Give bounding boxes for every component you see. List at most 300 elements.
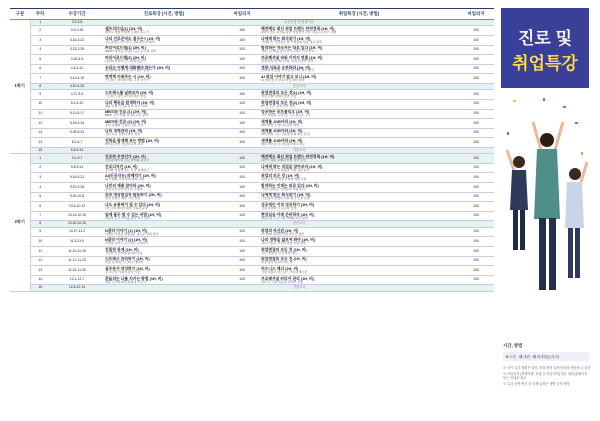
period-cell: 5.4-5.10	[50, 99, 104, 109]
job-mileage-cell: 100	[458, 247, 494, 257]
table-row	[10, 138, 494, 148]
career-lecture-cell	[104, 45, 224, 55]
job-lecture-cell	[260, 237, 458, 247]
career-lecture-title: N잡러 이야기 (1) (1H, 비)	[105, 228, 148, 233]
career-lecture-title: 친밀한 관계 (1H, 비)	[105, 247, 139, 252]
job-lecture-cell	[260, 74, 458, 84]
career-mileage-cell: 100	[224, 128, 260, 138]
table-row	[10, 202, 494, 212]
job-lecture-desc: 기업이 원하는 인재상과 역량 분석	[261, 186, 305, 191]
career-mileage-cell: 100	[224, 45, 260, 55]
period-cell: 9.29-10.5	[50, 192, 104, 202]
schedule-note-cell: 기말고사	[104, 147, 494, 153]
week-cell: 9	[30, 90, 50, 100]
career-lecture-desc: 마음 건강과 회복 탄력성 키우기	[105, 279, 147, 284]
job-lecture-desc: 면접 복장 및 메이크업, 첫인상 관리 전략	[261, 58, 314, 63]
week-cell: 1	[30, 20, 50, 26]
schedule-note-cell: 중간고사	[104, 221, 494, 227]
period-cell: 4.27-5.3	[50, 90, 104, 100]
table-header-row	[10, 9, 494, 20]
job-lecture-cell	[260, 227, 458, 237]
job-lecture-cell	[260, 45, 458, 55]
table-row	[10, 35, 494, 45]
table-row	[10, 45, 494, 55]
job-mileage-cell: 100	[458, 237, 494, 247]
career-lecture-desc: 보고서 및 기획서 작성 기초	[105, 269, 141, 274]
career-mileage-cell: 100	[224, 237, 260, 247]
job-lecture-cell	[260, 211, 458, 221]
job-lecture-title: AI 취업 이야기 알고 보니 (1H, 비)	[261, 75, 317, 80]
career-lecture-cell	[104, 227, 224, 237]
week-cell: 12	[30, 119, 50, 129]
career-lecture-cell	[104, 119, 224, 129]
job-lecture-cell	[260, 35, 458, 45]
job-mileage-cell: 100	[458, 35, 494, 45]
career-lecture-cell	[104, 90, 224, 100]
period-cell: 5.11-5.17	[50, 109, 104, 119]
career-mileage-cell: 100	[224, 26, 260, 36]
table-row	[10, 183, 494, 193]
career-lecture-desc: 대인관계 의사소통 능력 향상 방법	[105, 68, 149, 73]
job-lecture-desc: 직무 역량을 보여주는 포트폴리오 구성	[261, 113, 311, 118]
job-lecture-title: 합격하는 인재는 따로 있다 (1H, 비)	[261, 183, 319, 188]
job-lecture-title: 합격하는 자소서는 따로 있다 (1H, 비)	[261, 46, 323, 51]
job-mileage-cell: 100	[458, 99, 494, 109]
week-cell: 5	[30, 192, 50, 202]
career-lecture-desc: MBTI 성격 유형 검사와 진로 탐색	[105, 113, 149, 118]
job-lecture-desc: 해외 인턴십 및 워킹홀리데이 정보	[261, 142, 305, 147]
job-lecture-title: 세계를 JOB아라 (1H, 비)	[261, 119, 303, 124]
job-lecture-title: 세계를 JOB아라 (2H, 비)	[261, 139, 303, 144]
period-cell: 9.22-9.28	[50, 183, 104, 193]
career-lecture-cell	[104, 256, 224, 266]
career-mileage-cell: 100	[224, 202, 260, 212]
banner-title-line2: 취업특강	[512, 54, 578, 73]
banner-title-line1: 진로 및	[518, 29, 572, 48]
period-cell: 6.8-6.14	[50, 147, 104, 153]
job-lecture-title: 취업면접의 모든 것 (1H, 비)	[261, 257, 307, 262]
career-mileage-cell: 100	[224, 227, 260, 237]
job-lecture-desc: 직업 탐색 도구 활용과 직업 정보 분석	[261, 167, 310, 172]
career-mileage-cell: 100	[224, 247, 260, 257]
career-lecture-title: 나의 경력관리 (1H, 비)	[105, 129, 143, 134]
career-mileage-cell: 100	[224, 183, 260, 193]
job-mileage-cell: 100	[458, 256, 494, 266]
table-row	[10, 192, 494, 202]
job-lecture-desc: 경험 구조화를 통한 자기소개서 작성 전략	[261, 49, 315, 54]
job-mileage-cell: 100	[458, 211, 494, 221]
job-mileage-cell: 100	[458, 64, 494, 74]
career-lecture-title: 스트레스 관리하기 (1H, 비)	[105, 257, 150, 262]
job-mileage-cell: 100	[458, 275, 494, 285]
job-lecture-desc: 면접 실전 연습과 피드백	[261, 260, 293, 265]
table-row	[10, 128, 494, 138]
table-row	[10, 237, 494, 247]
period-cell: 5.18-5.24	[50, 119, 104, 129]
student-center-icon	[533, 122, 563, 290]
job-lecture-desc: AI 역량 검사 및 AI 면접 대비 전략	[261, 78, 305, 83]
table-row	[10, 55, 494, 65]
career-lecture-cell	[104, 109, 224, 119]
period-cell: 11.17-11.23	[50, 256, 104, 266]
table-row	[10, 266, 494, 276]
career-lecture-cell	[104, 211, 224, 221]
job-lecture-title: 백전백승 최신 취업 트렌드 완전정복 (1H, 비)	[261, 27, 335, 32]
period-cell: 9.15-9.21	[50, 173, 104, 183]
period-cell: 12.1-12.7	[50, 275, 104, 285]
lecture-schedule-table	[10, 8, 494, 292]
career-lecture-title: 실무문서 작성하기 (1H, 비)	[105, 266, 150, 271]
career-mileage-cell: 100	[224, 192, 260, 202]
period-cell: 10.13-10.19	[50, 211, 104, 221]
legend-key: 대	[518, 355, 523, 359]
week-cell: 3	[30, 35, 50, 45]
job-lecture-cell	[260, 138, 458, 148]
table-row	[10, 90, 494, 100]
career-mileage-cell: 100	[224, 99, 260, 109]
week-cell: 8	[30, 221, 50, 227]
table-row	[10, 26, 494, 36]
period-cell: 4.13-4.19	[50, 74, 104, 84]
week-cell: 3	[30, 173, 50, 183]
week-cell: 13	[30, 128, 50, 138]
career-lecture-desc: 부업과 사이드 프로젝트 시작하기	[105, 241, 149, 246]
career-lecture-title: 나만의 제품 찾아라 (2H, 비)	[105, 183, 151, 188]
job-lecture-desc: 경력 관리와 이직 준비 전략	[261, 205, 297, 210]
career-mileage-cell: 100	[224, 138, 260, 148]
job-mileage-cell: 100	[458, 227, 494, 237]
job-lecture-cell	[260, 26, 458, 36]
career-lecture-cell	[104, 35, 224, 45]
job-lecture-desc: 기업 분석 방법과 지원 회사 선정 요령	[261, 196, 310, 201]
job-lecture-desc: 직무 면접 및 인성 면접 대비	[261, 250, 298, 255]
period-cell: 9.8-9.14	[50, 163, 104, 173]
job-mileage-cell: 100	[458, 74, 494, 84]
job-mileage-cell: 100	[458, 173, 494, 183]
period-cell: 12.8-12.14	[50, 285, 104, 291]
header-job-lecture: 취업특강 (시간, 방법)	[260, 9, 458, 20]
week-cell: 5	[30, 55, 50, 65]
job-lecture-desc: 자기 PR 전략과 면접 자신감 향상	[261, 231, 305, 236]
career-lecture-cell	[104, 163, 224, 173]
week-cell: 7	[30, 211, 50, 221]
career-lecture-title: 진로란 무엇인가 (1H, 비)	[105, 155, 146, 160]
legend-label: 비대면(온라인)	[537, 355, 559, 359]
table-row	[10, 285, 494, 291]
job-lecture-desc: 기업분석, 기업정보 및 기업문화 임용 정보 탐색	[261, 39, 322, 44]
semester-cell: 1학기	[10, 20, 30, 154]
period-cell: 3.2-3.8	[50, 20, 104, 26]
week-cell: 10	[30, 237, 50, 247]
career-lecture-cell	[104, 202, 224, 212]
career-mileage-cell: 100	[224, 173, 260, 183]
period-cell: 3.16-3.22	[50, 35, 104, 45]
header-career-mileage: 마일리지	[224, 9, 260, 20]
career-mileage-cell: 100	[224, 119, 260, 129]
job-mileage-cell: 100	[458, 55, 494, 65]
job-lecture-cell	[260, 266, 458, 276]
job-lecture-cell	[260, 109, 458, 119]
career-lecture-desc: 몰입과 동기 부여를 통한 자기 관리	[105, 215, 150, 220]
job-lecture-title: 취업면접의 모든 것 (1H, 비)	[261, 247, 307, 252]
career-lecture-desc: 진로준비도 자가진단 결과 확인과 해석	[105, 39, 155, 44]
job-mileage-cell: 100	[458, 90, 494, 100]
job-lecture-desc: 스펙 관리 요령, 자격증 및 어학 점수 준비	[261, 68, 315, 73]
career-lecture-desc: 스트레스 관리와 마음 건강 지키기	[105, 78, 149, 83]
career-lecture-title: 스트레스를 날려보자 (2H, 비)	[105, 91, 154, 96]
career-lecture-cell	[104, 183, 224, 193]
schedule-note-cell: 수강신청 및 변경기간	[104, 20, 494, 26]
period-cell: 3.23-3.29	[50, 45, 104, 55]
schedule-note-cell: 기말고사	[104, 285, 494, 291]
student-left-icon	[507, 150, 528, 250]
career-lecture-desc: 창업 아이디어 발굴과 구체화	[105, 186, 143, 191]
week-cell: 4	[30, 183, 50, 193]
job-lecture-desc: 입사 후 직장 적응과 커리어 성장	[261, 279, 303, 284]
career-lecture-cell	[104, 55, 224, 65]
job-lecture-title: 백전백승 최신 취업 트렌드 완전정복 (1H, 비)	[261, 155, 335, 160]
career-mileage-cell: 100	[224, 90, 260, 100]
job-mileage-cell: 100	[458, 183, 494, 193]
career-lecture-title: 면역력 키워주는 시 (1H, 비)	[105, 75, 151, 80]
week-cell: 10	[30, 99, 50, 109]
week-cell: 9	[30, 227, 50, 237]
table-row	[10, 227, 494, 237]
career-mileage-cell: 100	[224, 55, 260, 65]
career-lecture-desc: 진로의 의미와 진로 설계의 필요성	[105, 158, 149, 163]
career-mileage-cell: 100	[224, 211, 260, 221]
table-row	[10, 256, 494, 266]
career-mileage-cell: 100	[224, 109, 260, 119]
job-lecture-desc: 취업 준비 전 과정 이해와 계획 수립	[261, 177, 307, 182]
job-lecture-cell	[260, 256, 458, 266]
period-cell: 11.3-11.9	[50, 237, 104, 247]
job-lecture-desc: 해외 취업 프로그램 및 지원 제도 안내	[261, 132, 310, 137]
job-lecture-desc: 경력 기술서 작성과 역량 어필 방법	[261, 241, 306, 246]
career-lecture-desc: 학업 및 취업 스트레스 대처법	[105, 260, 144, 265]
week-cell: 11	[30, 247, 50, 257]
footnote: ※ 마일리지 (학생역량, 신청 등 마일리지) 경우 대학 홈페이지 또는 안내문 참고	[503, 371, 588, 381]
job-lecture-cell	[260, 64, 458, 74]
career-lecture-title: MBTI와 진로 (2) (2H, 비)	[105, 119, 147, 124]
legend-label: 대면	[523, 355, 530, 359]
career-lecture-desc: 흥미와 적성에 맞는 진로 설계하기	[105, 167, 149, 172]
job-lecture-title: 세계를 JOB아라 (2H, 비)	[261, 129, 303, 134]
career-lecture-title: 진로디자인 (1H, 비)	[105, 164, 138, 169]
job-lecture-title: 성공적인 이직 성공하기 (1H, 비)	[261, 203, 315, 207]
career-lecture-title: 우리는 어떻게 대화해야 하는가 (1H, 비)	[105, 65, 171, 70]
career-lecture-desc: 1인 크리에이터 채널 기획과 운영	[105, 205, 148, 210]
header-period: 수강기간	[50, 9, 104, 20]
job-lecture-title: 성공하는 포트폴리오 (1H, 비)	[261, 110, 310, 115]
career-lecture-desc: 대학원 진학 정보와 준비 과정	[105, 142, 144, 147]
career-mileage-cell: 100	[224, 163, 260, 173]
schedule-note-cell: 중간고사	[104, 83, 494, 89]
job-mileage-cell: 100	[458, 163, 494, 173]
job-lecture-cell	[260, 119, 458, 129]
legend-title: 시간, 방법	[503, 343, 523, 348]
career-lecture-title: 나의 진로준비도 점수는? (1H, 비)	[105, 36, 161, 41]
header-job-mileage: 마일리지	[458, 9, 494, 20]
period-cell: 3.9-3.15	[50, 26, 104, 36]
legend-item	[506, 354, 516, 359]
job-lecture-cell	[260, 128, 458, 138]
period-cell: 11.24-11.30	[50, 266, 104, 276]
period-cell: 5.25-5.31	[50, 128, 104, 138]
job-mileage-cell: 100	[458, 109, 494, 119]
career-mileage-cell: 100	[224, 74, 260, 84]
job-mileage-cell: 100	[458, 45, 494, 55]
job-lecture-title: 현장실습 이제 준비하자 (1H, 비)	[261, 212, 315, 217]
job-lecture-cell	[260, 99, 458, 109]
career-lecture-title: 흔들리는 나를 지키는 방법 (1H, 비)	[105, 276, 163, 281]
title-banner	[501, 8, 589, 88]
career-lecture-desc: 다양한 직업을 병행하는 새로운 일의 방식	[105, 231, 159, 236]
celebrating-students-illustration	[503, 92, 589, 320]
legend-item	[533, 354, 559, 359]
career-mileage-cell: 100	[224, 64, 260, 74]
job-lecture-cell	[260, 55, 458, 65]
week-cell: 6	[30, 202, 50, 212]
career-mileage-cell: 100	[224, 266, 260, 276]
job-lecture-cell	[260, 154, 458, 164]
career-lecture-title: 초보 영상편집자 발돋하기 (2H, 비)	[105, 193, 162, 198]
career-lecture-desc: 건강한 인간관계 형성과 유지	[105, 250, 143, 255]
header-week: 주차	[30, 9, 50, 20]
student-right-icon	[565, 162, 587, 278]
period-cell: 9.1-9.7	[50, 154, 104, 164]
week-cell: 15	[30, 285, 50, 291]
week-cell: 12	[30, 256, 50, 266]
career-lecture-title: 나도 유튜버가 될 수 있다 (2H, 비)	[105, 203, 161, 207]
footnotes	[503, 366, 591, 388]
job-mileage-cell: 100	[458, 154, 494, 164]
job-lecture-title: 취업의 모든 것 (1H, 비)	[261, 174, 300, 179]
week-cell: 6	[30, 64, 50, 74]
legend-key: 비	[532, 355, 537, 359]
week-cell: 14	[30, 138, 50, 148]
period-cell: 10.20-10.26	[50, 221, 104, 227]
career-lecture-title: 커리어로드맵(2) (2H, 비)	[105, 55, 146, 60]
job-mileage-cell: 100	[458, 192, 494, 202]
career-lecture-cell	[104, 138, 224, 148]
job-lecture-desc: 채용트렌드 분석을 통한 취업전략 수립, 채용프로세스 이해	[261, 30, 337, 35]
table-row	[10, 211, 494, 221]
job-lecture-title: 정량 지표로 승부하라 (1H, 비)	[261, 65, 311, 70]
semester-cell: 2학기	[10, 154, 30, 292]
career-lecture-cell	[104, 275, 224, 285]
job-lecture-title: 취업면접의 모든 것(1) (1H, 비)	[261, 91, 312, 96]
week-cell: 2	[30, 163, 50, 173]
week-cell: 14	[30, 275, 50, 285]
job-lecture-cell	[260, 173, 458, 183]
footnote: ※ 상기 특강 계획은 대학, 학과 편의 일정에 따라 변동될 수 있음	[503, 366, 591, 370]
job-lecture-cell	[260, 192, 458, 202]
period-cell: 4.20-4.26	[50, 83, 104, 89]
job-mileage-cell: 100	[458, 266, 494, 276]
job-lecture-title: 나에게 맞는 직업을 찾아보자 (1H, 비)	[261, 164, 323, 169]
legend-item	[519, 354, 530, 359]
week-cell: 15	[30, 147, 50, 153]
schedule-body	[10, 20, 494, 292]
week-cell: 7	[30, 74, 50, 84]
week-cell: 4	[30, 45, 50, 55]
table-row	[10, 163, 494, 173]
career-lecture-cell	[104, 237, 224, 247]
job-lecture-title: 나에게 맞는 회사찾기 (1H, 비)	[261, 193, 311, 198]
legend	[503, 352, 589, 361]
job-lecture-cell	[260, 275, 458, 285]
job-lecture-title: 프로페셔널 커리어 관리 (1H, 비)	[261, 276, 315, 281]
career-lecture-desc: 영상 콘텐츠 제작 기초 실습	[105, 196, 141, 201]
job-lecture-cell	[260, 247, 458, 257]
table-row	[10, 275, 494, 285]
week-cell: 8	[30, 83, 50, 89]
career-lecture-desc: 나만의 커리어 로드맵 완성하기	[105, 58, 146, 63]
period-cell: 10.27-11.2	[50, 227, 104, 237]
table-row	[10, 173, 494, 183]
career-mileage-cell: 100	[224, 275, 260, 285]
career-mileage-cell: 100	[224, 35, 260, 45]
career-lecture-cell	[104, 128, 224, 138]
job-mileage-cell: 100	[458, 202, 494, 212]
career-lecture-title: MBTI와 진로 (1) (2H, 비)	[105, 110, 147, 115]
career-lecture-cell	[104, 154, 224, 164]
period-cell: 6.1-6.7	[50, 138, 104, 148]
career-lecture-title: AI(인공지능) 파헤치기 (1H, 비)	[105, 174, 156, 179]
career-lecture-title: N잡러 이야기 (2) (1H, 비)	[105, 238, 148, 243]
job-lecture-title: 취업면접의 모든 것(2) (1H, 비)	[261, 100, 312, 105]
header-career-lecture: 진로특강 (시간, 방법)	[104, 9, 224, 20]
table-row	[10, 247, 494, 257]
period-cell: 4.6-4.12	[50, 64, 104, 74]
job-lecture-desc: 하반기 채용 동향과 취업 전략 수립	[261, 158, 306, 163]
week-cell: 1	[30, 154, 50, 164]
job-lecture-title: 취업의 자신감 (1H, 비)	[261, 228, 299, 233]
career-lecture-cell	[104, 173, 224, 183]
career-lecture-title: 커리어로드맵(1) (2H, 비)	[105, 46, 146, 51]
table-row	[10, 119, 494, 129]
career-lecture-cell	[104, 64, 224, 74]
job-lecture-title: 프로페셔널 파워 이미지 연출 (1H, 비)	[261, 55, 323, 60]
job-lecture-cell	[260, 163, 458, 173]
job-lecture-desc: 해외 취업 트렌드와 준비 방법	[261, 122, 300, 127]
table-row	[10, 99, 494, 109]
job-lecture-title: 나에게 맞는 회사찾기 (1H, 비)	[261, 36, 311, 41]
period-cell: 10.6-10.12	[50, 202, 104, 212]
period-cell: 3.30-4.5	[50, 55, 104, 65]
job-mileage-cell: 100	[458, 138, 494, 148]
table-row	[10, 74, 494, 84]
week-cell: 11	[30, 109, 50, 119]
job-lecture-title: 비즈니스 매너 (1H, 비)	[261, 266, 299, 271]
career-lecture-desc: 대학교 생활 어떻게 보내야 하는가	[105, 30, 149, 35]
job-lecture-desc: PT 및 토론 면접 준비 전략	[261, 103, 296, 108]
career-lecture-desc: AI 시대의 직업 세계 변화 이해	[105, 177, 144, 182]
week-cell: 2	[30, 26, 50, 36]
job-lecture-cell	[260, 202, 458, 212]
career-lecture-title: 일에 몰두 할 수 있는 비법 (1H, 비)	[105, 212, 162, 217]
legend-label: 시간	[509, 355, 516, 359]
job-mileage-cell: 100	[458, 128, 494, 138]
career-lecture-cell	[104, 74, 224, 84]
job-lecture-cell	[260, 183, 458, 193]
career-lecture-title: 셀프리더십(1) (1H, 비)	[105, 27, 143, 32]
week-cell: 13	[30, 266, 50, 276]
career-lecture-cell	[104, 192, 224, 202]
career-lecture-title: 진학을 탐색해 보는 방법 (1H, 비)	[105, 139, 160, 144]
career-lecture-desc: 경력 목표 설정과 관리 전략	[105, 132, 141, 137]
